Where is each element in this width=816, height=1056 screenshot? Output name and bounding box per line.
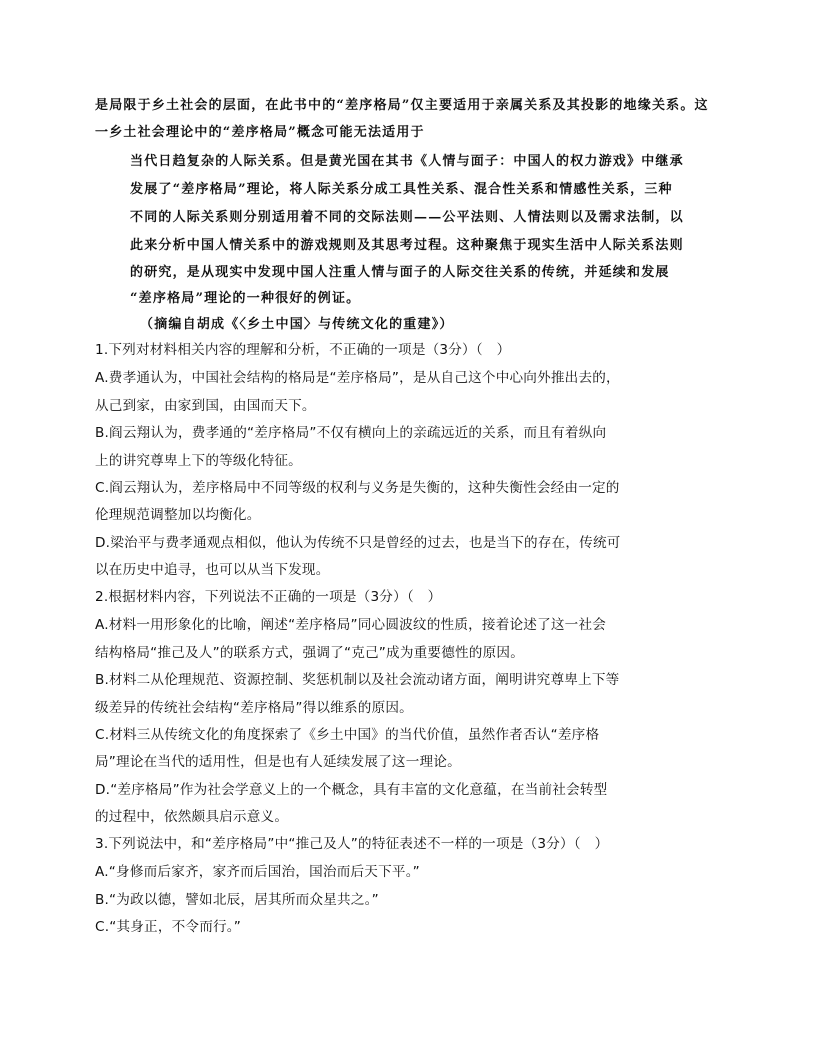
passage-line-4: 发展了“差序格局”理论，将人际关系分成工具性关系、混合性关系和情感性关系，三种 bbox=[130, 182, 673, 197]
question-1-option-b-line-1: B.阎云翔认为，费孝通的“差序格局”不仅有横向上的亲疏远近的关系，而且有着纵向 bbox=[95, 425, 607, 441]
question-1-stem: 1.下列对材料相关内容的理解和分析，不正确的一项是（3分）（ ） bbox=[95, 342, 511, 358]
question-1-option-c-line-2: 伦理规范调整加以均衡化。 bbox=[95, 507, 261, 523]
question-1-option-d-line-2: 以在历史中追寻，也可以从当下发现。 bbox=[95, 562, 330, 578]
question-2-option-a-line-2: 结构格局“推己及人”的联系方式，强调了“克己”成为重要德性的原因。 bbox=[95, 645, 524, 661]
passage-line-5: 不同的人际关系则分别适用着不同的交际法则——公平法则、人情法则以及需求法制，以 bbox=[130, 210, 684, 225]
question-1-option-c-line-1: C.阎云翔认为，差序格局中不同等级的权利与义务是失衡的，这种失衡性会经由一定的 bbox=[95, 480, 620, 496]
question-2-option-d-line-1: D.“差序格局”作为社会学意义上的一个概念，具有丰富的文化意蕴，在当前社会转型 bbox=[95, 782, 608, 798]
passage-line-2: 一乡土社会理论中的“差序格局”概念可能无法适用于 bbox=[95, 125, 425, 140]
question-2-option-c-line-1: C.材料三从传统文化的角度探索了《乡土中国》的当代价值，虽然作者否认“差序格 bbox=[95, 727, 600, 743]
passage-line-3: 当代日趋复杂的人际关系。但是黄光国在其书《人情与面子：中国人的权力游戏》中继承 bbox=[130, 154, 684, 169]
question-2-option-b-line-2: 级差异的传统社会结构“差序格局”得以维系的原因。 bbox=[95, 700, 413, 716]
question-1-option-b-line-2: 上的讲究尊卑上下的等级化特征。 bbox=[95, 453, 302, 469]
question-2-option-d-line-2: 的过程中，依然颇具启示意义。 bbox=[95, 809, 289, 825]
question-1-option-a-line-2: 从己到家，由家到国，由国而天下。 bbox=[95, 398, 316, 414]
question-3-option-a: A.“身修而后家齐，家齐而后国治，国治而后天下平。” bbox=[95, 864, 420, 880]
passage-line-6: 此来分析中国人情关系中的游戏规则及其思考过程。这种聚焦于现实生活中人际关系法则 bbox=[130, 238, 684, 253]
question-2-stem: 2.根据材料内容，下列说法不正确的一项是（3分）（ ） bbox=[95, 589, 442, 605]
question-1-option-a-line-1: A.费孝通认为，中国社会结构的格局是“差序格局”，是从自己这个中心向外推出去的， bbox=[95, 370, 620, 386]
passage-line-7: 的研究，是从现实中发现中国人注重人情与面子的人际交往关系的传统，并延续和发展 bbox=[130, 265, 670, 280]
question-3-option-c: C.“其身正，不令而行。” bbox=[95, 919, 242, 935]
question-1-option-d-line-1: D.梁治平与费孝通观点相似，他认为传统不只是曾经的过去，也是当下的存在，传统可 bbox=[95, 535, 621, 551]
passage-line-8: “差序格局”理论的一种很好的例证。 bbox=[130, 291, 361, 306]
question-3-stem: 3.下列说法中，和“差序格局”中“推己及人”的特征表述不一样的一项是（3分）（ ） bbox=[95, 836, 609, 852]
question-2-option-a-line-1: A.材料一用形象化的比喻，阐述“差序格局”同心圆波纹的性质，接着论述了这一社会 bbox=[95, 617, 607, 633]
question-3-option-b: B.“为政以德，譬如北辰，居其所而众星共之。” bbox=[95, 892, 379, 908]
question-2-option-b-line-1: B.材料二从伦理规范、资源控制、奖惩机制以及社会流动诸方面，阐明讲究尊卑上下等 bbox=[95, 672, 620, 688]
passage-source: （摘编自胡成《〈乡土中国〉与传统文化的重建》） bbox=[140, 317, 454, 332]
passage-line-1: 是局限于乡土社会的层面，在此书中的“差序格局”仅主要适用于亲属关系及其投影的地缘关系。这 bbox=[95, 98, 709, 113]
question-2-option-c-line-2: 局”理论在当代的适用性，但是也有人延续发展了这一理论。 bbox=[95, 754, 461, 770]
